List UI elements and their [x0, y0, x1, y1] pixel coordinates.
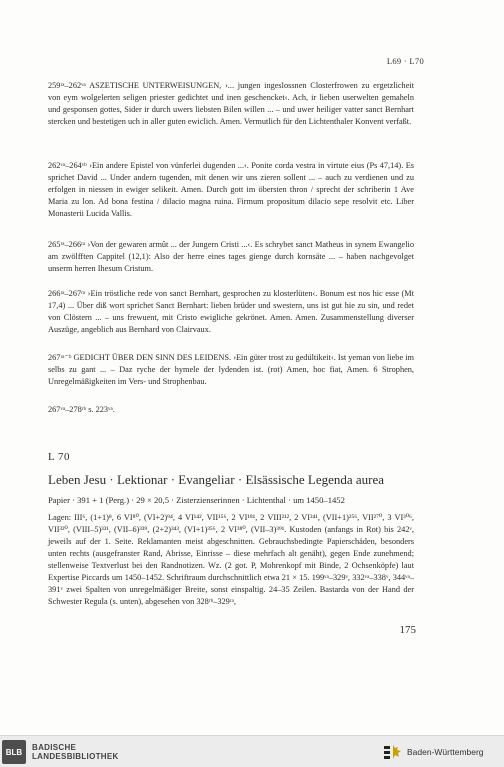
entry-poem-suffering	[48, 352, 414, 388]
section-title: Leben Jesu · Lektionar · Evangeliar · Elsässische Legenda aurea	[48, 472, 385, 487]
description-text: Lagen: III⁶, (1+1)⁸, 6 VI⁸⁰, (VI+2)⁹⁴, 4 VI¹⁴², VII¹⁵⁶, 2 VI¹⁸¹, 2 VIII²¹², 2 VI²⁴¹, (VII+1)²⁵⁶, VII²⁷⁰, 3 VI³⁰⁶, VII³²⁰, (VIII–5)³³¹, (VII–6)³³⁹, (2+2)³⁴³, (VI+1)³⁵⁶, 2 VI³⁸⁰, (VII–3)³⁹¹. Kustoden (anfangs in Rot) bis 242ᵛ, jeweils auf der 1. Seite. Reklamanten meist abgeschnitten. Gebrauchsbedingte Papierschäden, besonders unten rechts (ausgefranster Rand, Abrisse, Einrisse – diese mehrfach alt genäht), gegen Ende zunehmend; stellenweise Textverlust bei den Randnotizen. Wz. (2 got. P, Mohrenkopf mit Binde, 2 Ochsenköpfe) laut Expertise Piccards um 1450–1452. Schriftraum durchschnittlich etwa 21 × 15. 199ᵛᵃ–329ᵛ, 332ᵛᵃ–338ᵛ, 344ᵛᵃ–391ᵛ zwei Spalten von unregelmäßiger Breite, sonst einspaltig. 24–35 Zeilen. Bastarda von der Hand der Schwester Regula (s. unten), abgesehen von 328ʳᵇ–329ʳᵃ,	[48, 513, 414, 606]
entry-text: 267ʳᵃ⁻ᵇ GEDICHT ÜBER DEN SINN DES LEIDENS. ›Ein güter trost zu gedültikeit‹. Ist yeman von liebe im selbs zu gant ... – Daz ryche der hymele der lydenden ist. (rot) Amen, hoc fiat, Amen. 6 Strophen, Unregelmäßigkeiten im Vers- und Strophenbau.	[48, 353, 414, 386]
entry-text: 265ʳᵃ–266ʳᵃ ›Von der gewaren armût ... der Jungern Cristi ...‹. Es schrybet sanct Matheus in synem Ewangelio am zwölfften Cappitel (12,1): Also der herre eines tages gienge durch kornsäte ... – haben nachgevolget unserm herren Ihesum Cristum.	[48, 240, 414, 273]
entry-ascetic-instructions	[48, 80, 414, 128]
library-name[interactable]	[32, 743, 119, 761]
entry-epistle-virtues	[48, 160, 414, 220]
state-name[interactable]: Baden-Württemberg	[407, 747, 484, 757]
stag-lion-coat-of-arms-icon	[382, 743, 404, 761]
section-description	[48, 512, 414, 608]
entry-text: 259ʳᵃ–262ᵛᵃ ASZETISCHE UNTERWEISUNGEN, ›... jungen ingeslossnen Closterfrowen zu ergetzlicheit von eym wolgelerten seligen priester gedichtet und inen geschencket‹. Ach, ir lieben userwelten gemaheln und gesponsen gottes, Sider ir durch uwers liebsten Bilen willen ... – und uwer heiliger vatter sanct Bernhart stercken und bestetigen uch in aller guten ewiclich. Amen. Vermutlich für den Lichtenthaler Konvent verfaßt.	[48, 81, 414, 126]
entry-text: 262ᵛᵃ–264ᵛᵇ ›Ein andere Epistel von vünferlei dugenden ...‹. Ponite corda vestra in virtute eius (Ps 47,14). Es sprichet David ... Under andern tugenden, mit denen wir uns zieren sollent ... – auch zu verdienen und zu erfolgen in niessen in ewiger selikeit. Amen. Durch gott im öbersten thron / sprecht der schriberin 1 Ave Maria zu lon. Ad bona festina / dilacio magna ruina. Firmum propositum dilacio sepe resolvit etc. Liber Monasterii Lucida Vallis.	[48, 161, 414, 218]
section-label: L 70	[48, 451, 71, 463]
footer-bar	[0, 735, 504, 767]
entry-bernhard-speech	[48, 288, 414, 336]
blb-logo-icon[interactable]: BLB	[2, 740, 26, 764]
entry-text: 267ᵛᵃ–278ʳᵇ s. 223ᵛᵃ.	[48, 405, 115, 414]
entry-true-poverty	[48, 239, 414, 275]
running-head: L69 · L70	[386, 56, 424, 66]
entry-cross-reference	[48, 404, 414, 416]
page-number: 175	[399, 624, 416, 636]
library-name-line1: BADISCHE	[32, 743, 77, 752]
entry-text: 266ʳᵃ–267ʳᵃ ›Ein tröstliche rede von sanct Bernhart, gesprochen zu klosterlüten‹. Bonum est nos hic esse (Mt 17,4) ... Über diß wort sprichet Sanct Bernhart: lieben brüder und swestern, uns ist gut hie zu sin, und redet von Clöstern ... – uns frewuent, mit Cristo ewigliche gekrönet. Amen. Amen. Zusammenstellung diverser Auszüge, angeblich aus Bernhard von Clairvaux.	[48, 289, 414, 334]
section-subline: Papier · 391 + 1 (Perg.) · 29 × 20,5 · Zisterzienserinnen · Lichtenthal · um 1450–1452	[48, 495, 345, 505]
library-name-line2: LANDESBIBLIOTHEK	[32, 752, 119, 761]
